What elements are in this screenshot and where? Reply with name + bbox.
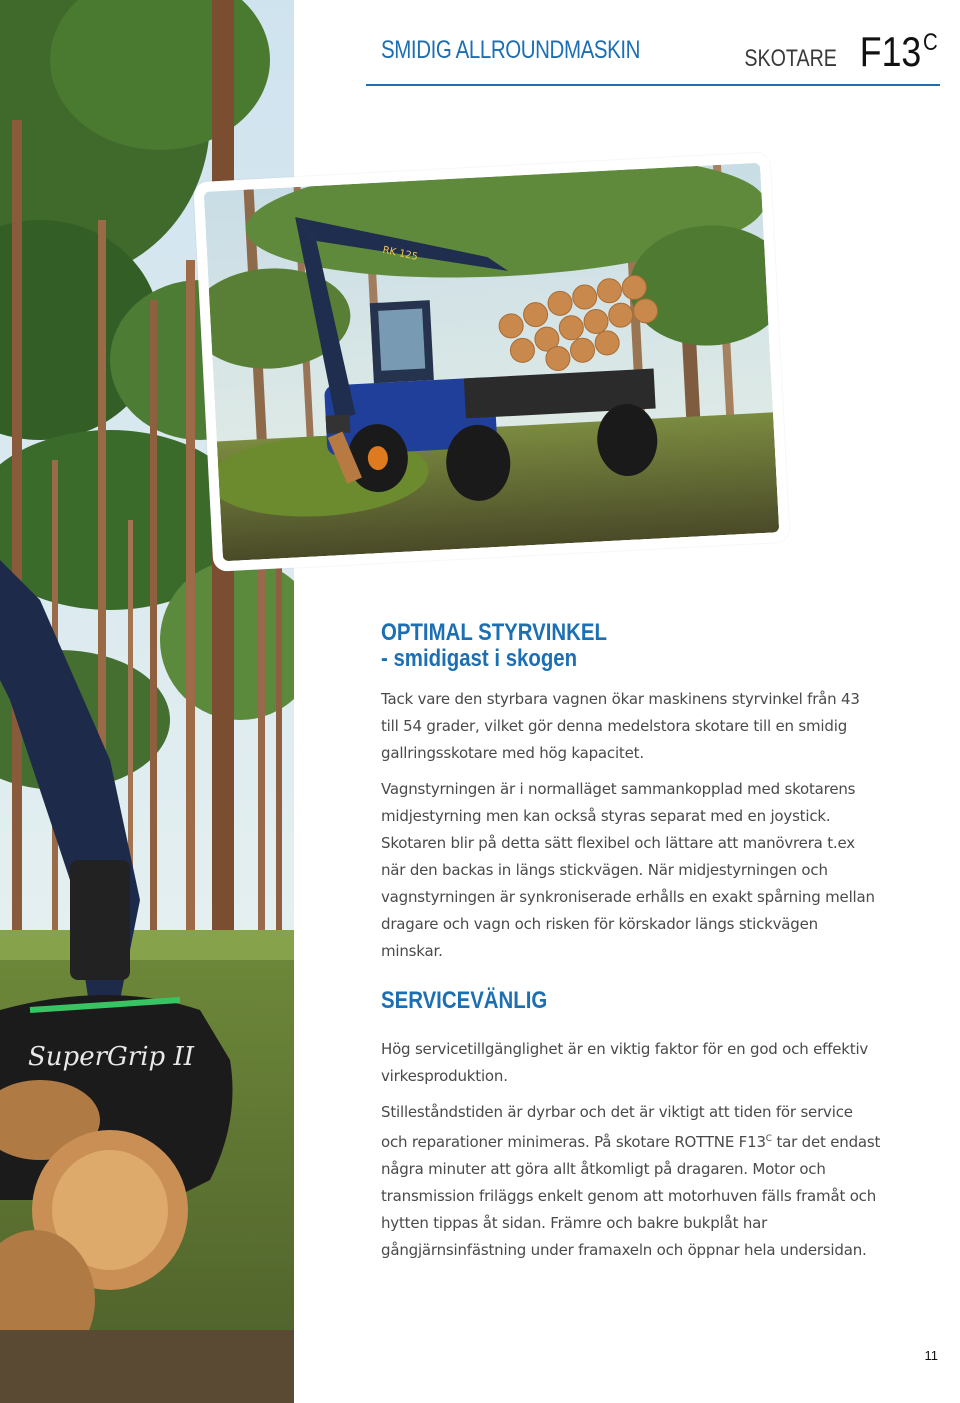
header-model-block <box>724 28 938 76</box>
header-model <box>860 28 938 76</box>
service-paragraph-2-end: tar det endast några minuter att göra allt åtkomligt på dragaren. Motor och transmission friläggs enkelt genom att motorhuven fälls framåt och hytten tippas åt sidan. Främre och bakre bukplåt har gångjärnsinfästning under framaxeln och öppnar hela undersidan. <box>381 1133 881 1259</box>
section-service-heading: SERVICEVÄNLIG <box>381 987 548 1014</box>
section-steering-paragraph-1: Tack vare den styrbara vagnen ökar maskinens styrvinkel från 43 till 54 grader, vilket gör denna medelstora skotare till en smidig gallringsskotare med hög kapacitet. <box>381 690 860 762</box>
header-divider <box>366 84 940 86</box>
grapple-brand-text: SuperGrip II <box>28 1042 194 1072</box>
section-steering-paragraph-2: Vagnstyrningen är i normalläget sammankopplad med skotarens midjestyrning men kan också styras separat med en joystick. Skotaren blir på detta sätt flexibel och lättare att manövrera t.ex när den backas in längs stickvägen. När midjestyrningen och vagnstyrningen är synkroniserade erhålls en exakt spårning mellan dragare och vagn och risken för körskador längs stickvägen minskar. <box>381 780 875 960</box>
section-steering-heading: OPTIMAL STYRVINKEL <box>381 619 607 646</box>
forwarder-photo <box>204 163 780 562</box>
section-service-paragraph-1: Hög servicetillgänglighet är en viktig faktor för en god och effektiv virkesproduktion. <box>381 1040 869 1085</box>
section-steering <box>381 620 881 965</box>
service-model-superscript: C <box>765 1134 772 1144</box>
model-name: F13 <box>860 28 922 75</box>
forwarder-photo-frame <box>193 152 790 572</box>
section-service <box>381 988 881 1264</box>
crane-label: RK 125 <box>381 244 419 263</box>
service-paragraph-2-start: Stilleståndstiden är dyrbar och det är viktigt att tiden för service och reparationer minimeras. På skotare ROTTNE F13 <box>381 1103 853 1151</box>
model-superscript: C <box>923 29 938 56</box>
header-category: SKOTARE <box>744 45 838 72</box>
section-steering-subheading: - smidigast i skogen <box>381 645 578 672</box>
section-service-paragraph-2 <box>381 1099 881 1264</box>
page-number: 11 <box>924 1348 938 1363</box>
page-title: SMIDIG ALLROUNDMASKIN <box>381 36 641 64</box>
